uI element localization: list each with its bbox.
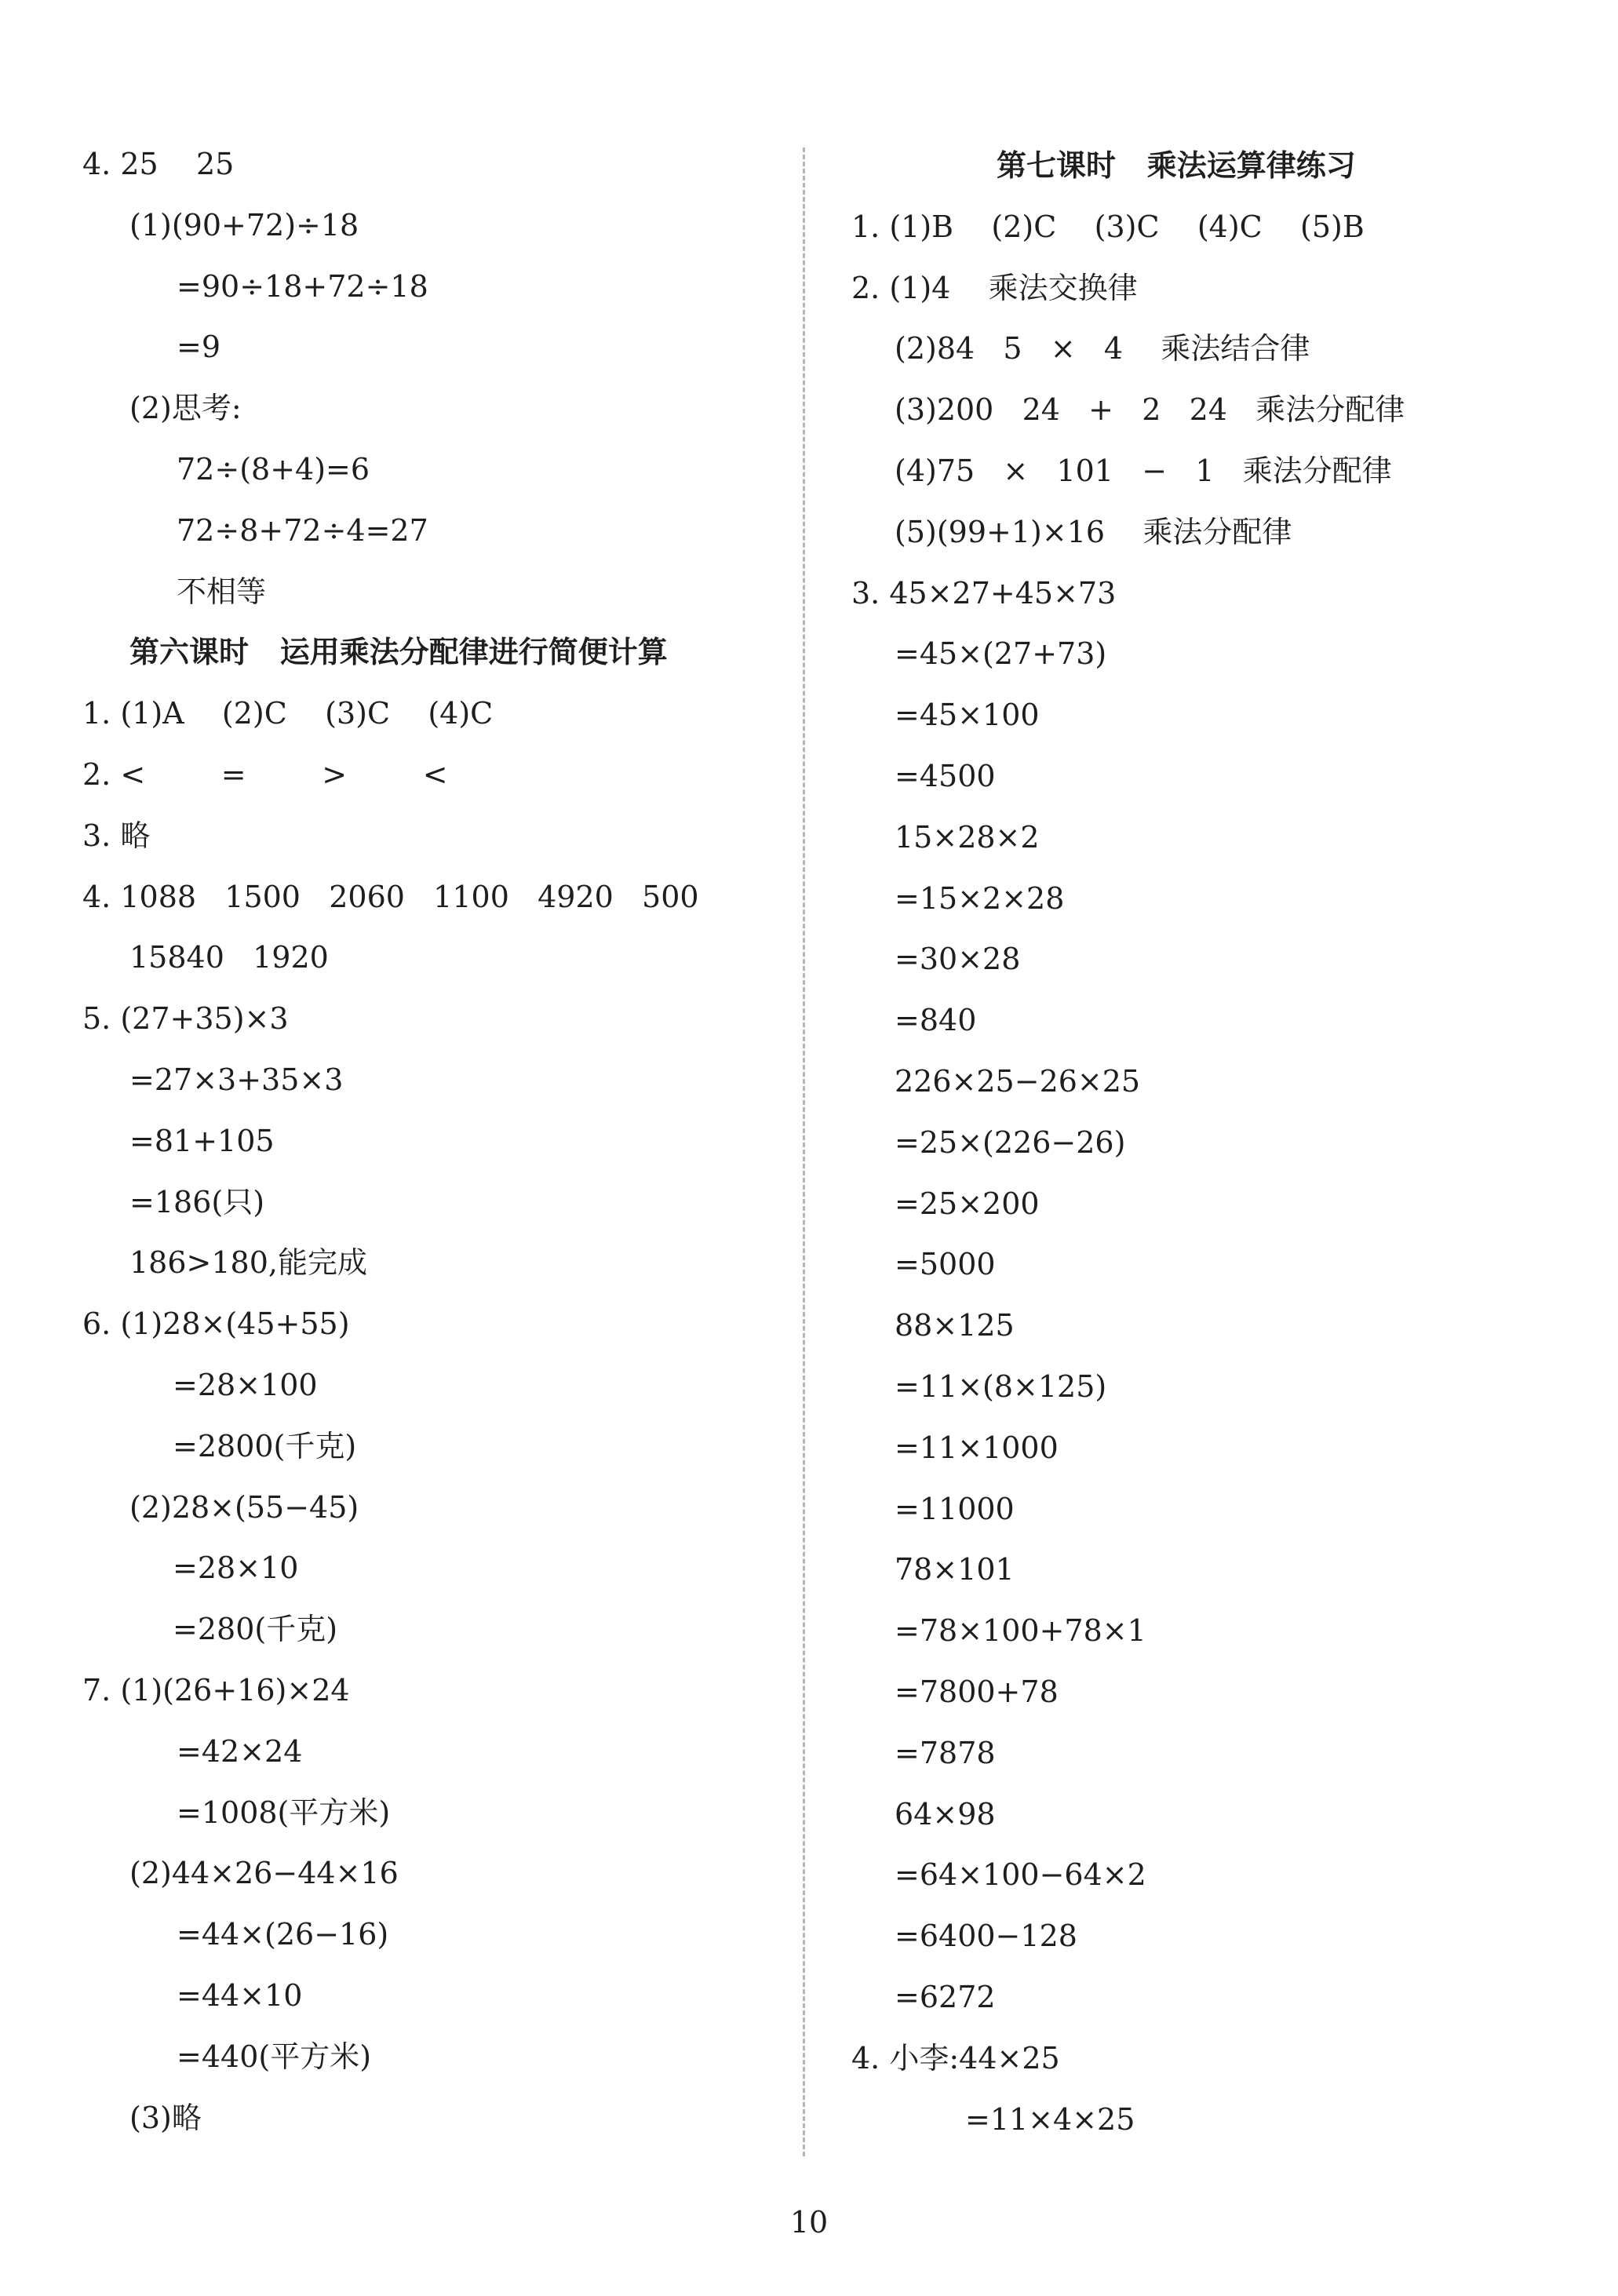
answer-line: =2800(千克) — [173, 1428, 357, 1463]
answer-line: =186(只) — [129, 1184, 265, 1219]
answer-line: 1. (1)A (2)C (3)C (4)C — [82, 696, 494, 731]
answer-line: (2)84 5 × 4 乘法结合律 — [895, 331, 1310, 366]
answer-line: (2)44×26−44×16 — [129, 1856, 399, 1891]
answer-line: =30×28 — [895, 942, 1021, 977]
answer-line: 226×25−26×25 — [895, 1064, 1141, 1099]
answer-line: 186>180,能完成 — [129, 1245, 367, 1281]
answer-line: =11000 — [895, 1491, 1015, 1526]
answer-line: 6. (1)28×(45+55) — [82, 1307, 350, 1342]
answer-line: 4. 25 25 — [82, 147, 235, 181]
answer-line: 72÷8+72÷4=27 — [177, 512, 428, 548]
answer-line: =28×10 — [173, 1551, 299, 1586]
section-heading: 第六课时 运用乘法分配律进行简便计算 — [129, 635, 668, 670]
answer-line: (2)思考: — [129, 391, 242, 426]
answer-line: 3. 45×27+45×73 — [851, 575, 1117, 610]
answer-line: 7. (1)(26+16)×24 — [82, 1673, 350, 1707]
answer-line: =7800+78 — [895, 1675, 1059, 1709]
answer-line: =27×3+35×3 — [129, 1062, 344, 1097]
answer-line: =45×100 — [895, 698, 1040, 733]
answer-line: =5000 — [895, 1247, 996, 1282]
answer-line: =11×(8×125) — [895, 1369, 1107, 1404]
answer-line: =6400−128 — [895, 1919, 1077, 1954]
answer-line: =11×4×25 — [965, 2101, 1135, 2137]
answer-line: =11×1000 — [895, 1430, 1059, 1465]
answer-line: =25×(226−26) — [895, 1124, 1126, 1160]
answer-line: =4500 — [895, 759, 996, 793]
answer-line: 2. < = > < — [82, 757, 448, 792]
answer-line: 15×28×2 — [895, 819, 1040, 855]
answer-line: =78×100+78×1 — [895, 1613, 1146, 1649]
answer-line: =64×100−64×2 — [895, 1857, 1146, 1893]
answer-line: 3. 略 — [82, 818, 151, 853]
answer-line: (3)200 24 + 2 24 乘法分配律 — [895, 392, 1405, 428]
answer-line: (3)略 — [129, 2100, 202, 2135]
section-heading: 第七课时 乘法运算律练习 — [997, 148, 1356, 183]
answer-line: =840 — [895, 1003, 977, 1038]
answer-line: 15840 1920 — [129, 940, 329, 975]
answer-line: =44×10 — [177, 1978, 303, 2013]
answer-line: (5)(99+1)×16 乘法分配律 — [895, 514, 1292, 549]
answer-line: =90÷18+72÷18 — [177, 268, 428, 304]
answer-line: =44×(26−16) — [177, 1917, 389, 1952]
answer-line: =6272 — [895, 1980, 996, 2014]
answer-line: =81+105 — [129, 1123, 275, 1158]
answer-line: =45×(27+73) — [895, 636, 1107, 672]
answer-line: 不相等 — [177, 574, 267, 609]
answer-line: =9 — [177, 330, 221, 365]
answer-line: =28×100 — [173, 1368, 318, 1402]
answer-line: (2)28×(55−45) — [129, 1489, 359, 1525]
answer-line: 5. (27+35)×3 — [82, 1001, 289, 1037]
page-number: 10 — [789, 2205, 829, 2240]
answer-line: 72÷(8+4)=6 — [177, 452, 370, 487]
answer-line: 78×101 — [895, 1552, 1015, 1587]
answer-line: 64×98 — [895, 1796, 996, 1831]
answer-line: (4)75 × 101 − 1 乘法分配律 — [895, 454, 1392, 488]
answer-line: 4. 小李:44×25 — [851, 2040, 1060, 2076]
answer-line: =7878 — [895, 1735, 996, 1770]
answer-line: =25×200 — [895, 1186, 1040, 1221]
answer-line: =42×24 — [177, 1733, 303, 1769]
answer-line: =280(千克) — [173, 1612, 338, 1647]
answer-line: 88×125 — [895, 1308, 1015, 1343]
answer-line: =15×2×28 — [895, 880, 1065, 916]
answer-line: 1. (1)B (2)C (3)C (4)C (5)B — [851, 209, 1365, 244]
answer-line: (1)(90+72)÷18 — [129, 207, 359, 242]
column-divider — [803, 148, 805, 2156]
answer-line: =440(平方米) — [177, 2039, 372, 2074]
answer-line: =1008(平方米) — [177, 1795, 391, 1830]
answer-line: 2. (1)4 乘法交换律 — [851, 270, 1138, 305]
answer-line: 4. 1088 1500 2060 1100 4920 500 — [82, 879, 699, 914]
